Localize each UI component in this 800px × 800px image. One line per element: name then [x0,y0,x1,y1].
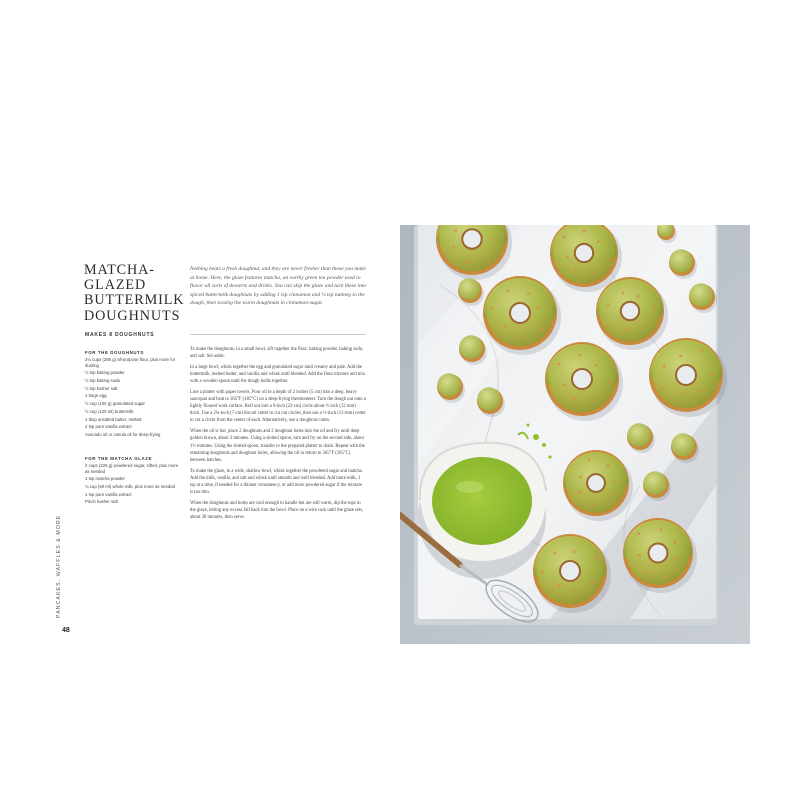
method-paragraph: When the doughnuts and holes are cool enough to handle but are still warm, dip the tops in the glaze, letting any excess fall back into the bowl. Place on a wire rack until the glaze sets, about 30 minutes, then serve. [190,500,364,520]
ingredient-item: 2¼ cups (285 g) all-purpose flour, plus more for dusting [85,357,176,368]
ingredient-item: ½ tsp kosher salt [85,385,118,391]
recipe-photo [400,225,750,644]
method-paragraph: To make the glaze, in a wide, shallow bowl, whisk together the powdered sugar and matcha. Add the milk, vanilla, and salt and whisk until smooth and well blended. Add more milk, 1 tsp at a time, if needed for a thinner consistency, or add more powdered sugar if the mixture is too thin. [190,468,363,495]
ingredient-item: 1 tbsp unsalted butter, melted [85,416,142,422]
ingredient-item: ¼ cup (60 ml) whole milk, plus more as needed [85,484,176,490]
ingredient-item: ½ tsp baking powder [85,370,125,376]
ingredient-item: 2 cups (225 g) powdered sugar, sifted, plus more as needed [85,463,179,474]
method-steps [190,346,366,525]
method-paragraph: Line a platter with paper towels. Pour oil to a depth of 2 inches (5 cm) into a deep, heavy saucepan and heat to 365°F (185°C) on a deep-frying thermometer. Turn the dough out onto a lightly floured work surface. Roll out into a 9-inch (23-cm) circle about ½ inch (12 mm) thick. Use a 2¾-inch (7-cm) biscuit cutter to cut out circles, then use a ½-inch (12-mm) cutter to cut a circle from the center of each. Alternatively, use a doughnut cutter. [190,390,366,424]
method-paragraph: In a large bowl, whisk together the egg and granulated sugar until creamy and pale. Add the buttermilk, melted butter, and vanilla and whisk until blended. Add the flour mixture and mix with a wooden spoon until the dough holds together. [190,364,366,385]
divider [190,334,366,335]
recipe-intro: Nothing beats a fresh doughnut, and they are never fresher than those you make at home. Here, the glaze features matcha, an earthy green tea powder used to flavor all sorts of desserts and drinks. You can skip the glaze and turn these into spiced buttermilk doughnuts by adding 1 tsp cinnamon and ¼ tsp nutmeg to the dough, then tossing the warm doughnuts in cinnamon-sugar. [190,266,367,307]
ingredient-item: Pinch kosher salt [85,499,118,505]
title-line: GLAZED [84,277,147,294]
ingredient-item: 1 tsp matcha powder [85,476,125,482]
title-line: MATCHA- [84,262,155,278]
ingredients-glaze [85,456,180,507]
ingredient-list [85,463,180,505]
ingredient-list [85,357,180,437]
ingredient-item: Avocado oil or canola oil for deep-frying [85,431,161,437]
ingredient-heading: FOR THE DOUGHNUTS [85,350,144,355]
title-line: DOUGHNUTS [84,307,181,324]
ingredients-doughnuts [85,350,180,440]
ingredient-item: ½ cup (120 ml) buttermilk [85,408,134,414]
ingredient-item: 2 tsp pure vanilla extract [85,424,132,430]
title-line: BUTTERMILK [84,292,185,309]
method-paragraph: When the oil is hot, place 2 doughnuts and 2 doughnut holes into the oil and fry until deep golden brown, about 2 minutes. Using a slotted spoon, turn and fry on the second side, about 1½ minutes. Using the slotted spoon, transfer to the prepared platter to drain. Repeat with the remaining doughnuts and doughnut holes, allowing the oil to return to 365°F (185°C) between batches. [190,429,365,463]
ingredient-item: ½ tsp baking soda [85,378,120,384]
ingredient-item: 1 tsp pure vanilla extract [85,491,132,497]
doughnut-photo-illustration [400,225,750,644]
recipe-title [84,262,185,324]
ingredient-heading: FOR THE MATCHA GLAZE [85,456,153,461]
method-paragraph: To make the doughnuts, in a small bowl, sift together the flour, baking powder, baking soda, and salt. Set aside. [190,347,363,360]
page-number: 48 [62,627,70,634]
running-head: PANCAKES, WAFFLES & MORE [56,514,62,618]
yield-label: MAKES 8 DOUGHNUTS [85,332,155,338]
ingredient-item: ½ cup (100 g) granulated sugar [85,401,145,407]
ingredient-item: 1 large egg [85,393,107,399]
